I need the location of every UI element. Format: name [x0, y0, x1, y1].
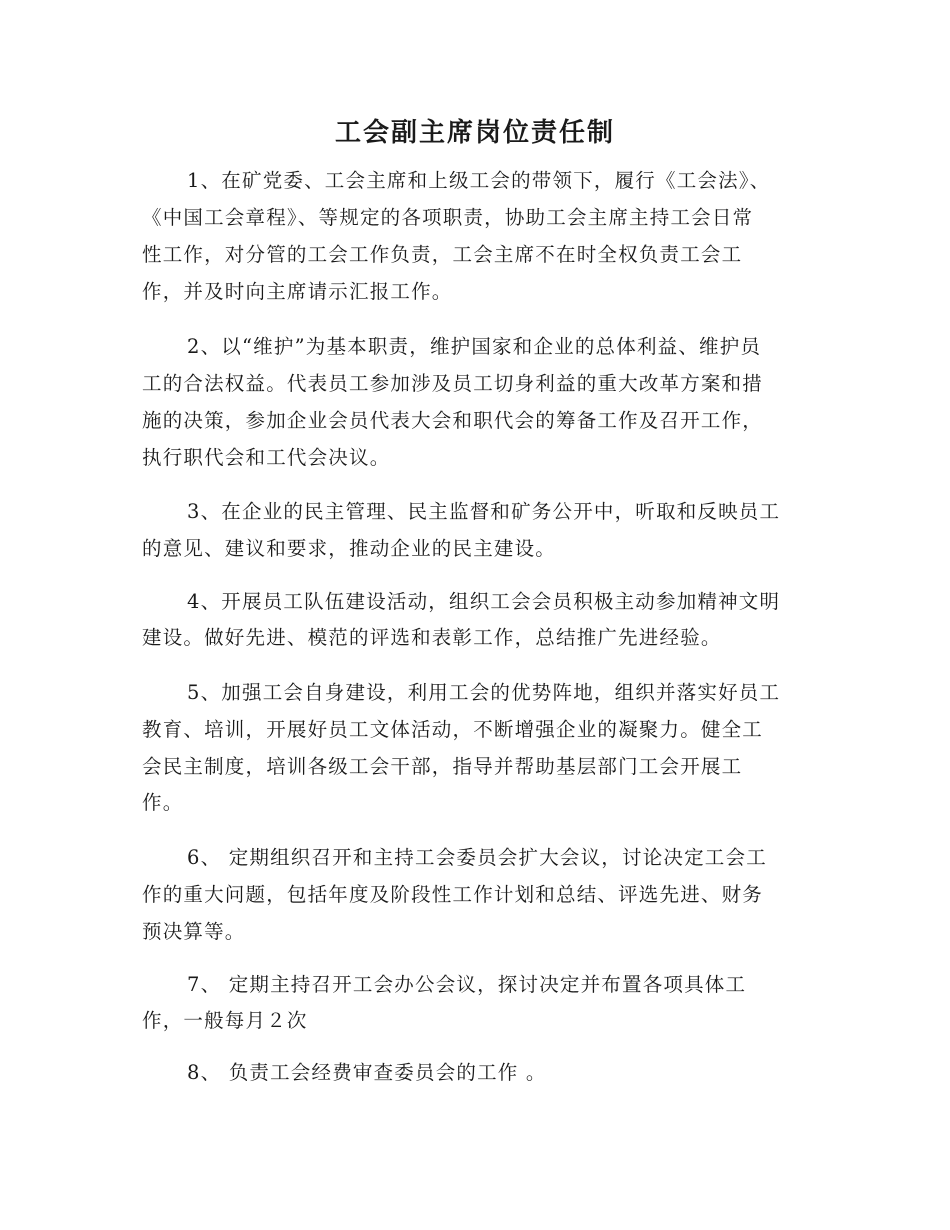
paragraph-7-line-2: 作，一般每月２次 — [142, 1009, 308, 1032]
paragraph-4-line-2: 建设。做好先进、模范的评选和表彰工作，总结推广先进经验。 — [142, 626, 722, 649]
paragraph-3-line-1: 3、在企业的民主管理、民主监督和矿务公开中，听取和反映员工 — [187, 500, 781, 523]
paragraph-6-line-1: 6、 定期组织召开和主持工会委员会扩大会议，讨论决定工会工 — [187, 846, 767, 869]
document-title: 工会副主席岗位责任制 — [334, 118, 615, 148]
paragraph-1-line-3: 性工作，对分管的工会工作负责，工会主席不在时全权负责工会工 — [142, 243, 743, 266]
paragraph-6-line-3: 预决算等。 — [142, 920, 246, 943]
paragraph-6-line-2: 作的重大问题，包括年度及阶段性工作计划和总结、评选先进、财务 — [142, 883, 764, 906]
paragraph-1-line-4: 作，并及时向主席请示汇报工作。 — [142, 280, 453, 303]
paragraph-2-line-2: 工的合法权益。代表员工参加涉及员工切身利益的重大改革方案和措 — [142, 372, 764, 395]
paragraph-1-line-2: 《中国工会章程》、等规定的各项职责，协助工会主席主持工会日常 — [142, 206, 754, 229]
paragraph-5-line-3: 会民主制度，培训各级工会干部，指导并帮助基层部门工会开展工 — [142, 755, 743, 778]
paragraph-3-line-2: 的意见、建议和要求，推动企业的民主建设。 — [142, 537, 557, 560]
paragraph-5-line-1: 5、加强工会自身建设，利用工会的优势阵地，组织并落实好员工 — [187, 681, 781, 704]
paragraph-1-line-1: 1、在矿党委、工会主席和上级工会的带领下，履行《工会法》、 — [187, 169, 771, 192]
paragraph-4-line-1: 4、开展员工队伍建设活动，组织工会会员积极主动参加精神文明 — [187, 590, 781, 613]
paragraph-2-line-1: 2、以“维护”为基本职责，维护国家和企业的总体利益、维护员 — [187, 335, 762, 358]
paragraph-2-line-4: 执行职代会和工代会决议。 — [142, 446, 391, 469]
paragraph-5-line-4: 作。 — [142, 791, 184, 814]
paragraph-5-line-2: 教育、培训，开展好员工文体活动，不断增强企业的凝聚力。健全工 — [142, 718, 764, 741]
paragraph-8-line-1: 8、 负责工会经费审查委员会的工作 。 — [187, 1061, 547, 1084]
paragraph-7-line-1: 7、 定期主持召开工会办公会议，探讨决定并布置各项具体工 — [187, 973, 747, 996]
paragraph-2-line-3: 施的决策，参加企业会员代表大会和职代会的筹备工作及召开工作， — [142, 409, 764, 432]
